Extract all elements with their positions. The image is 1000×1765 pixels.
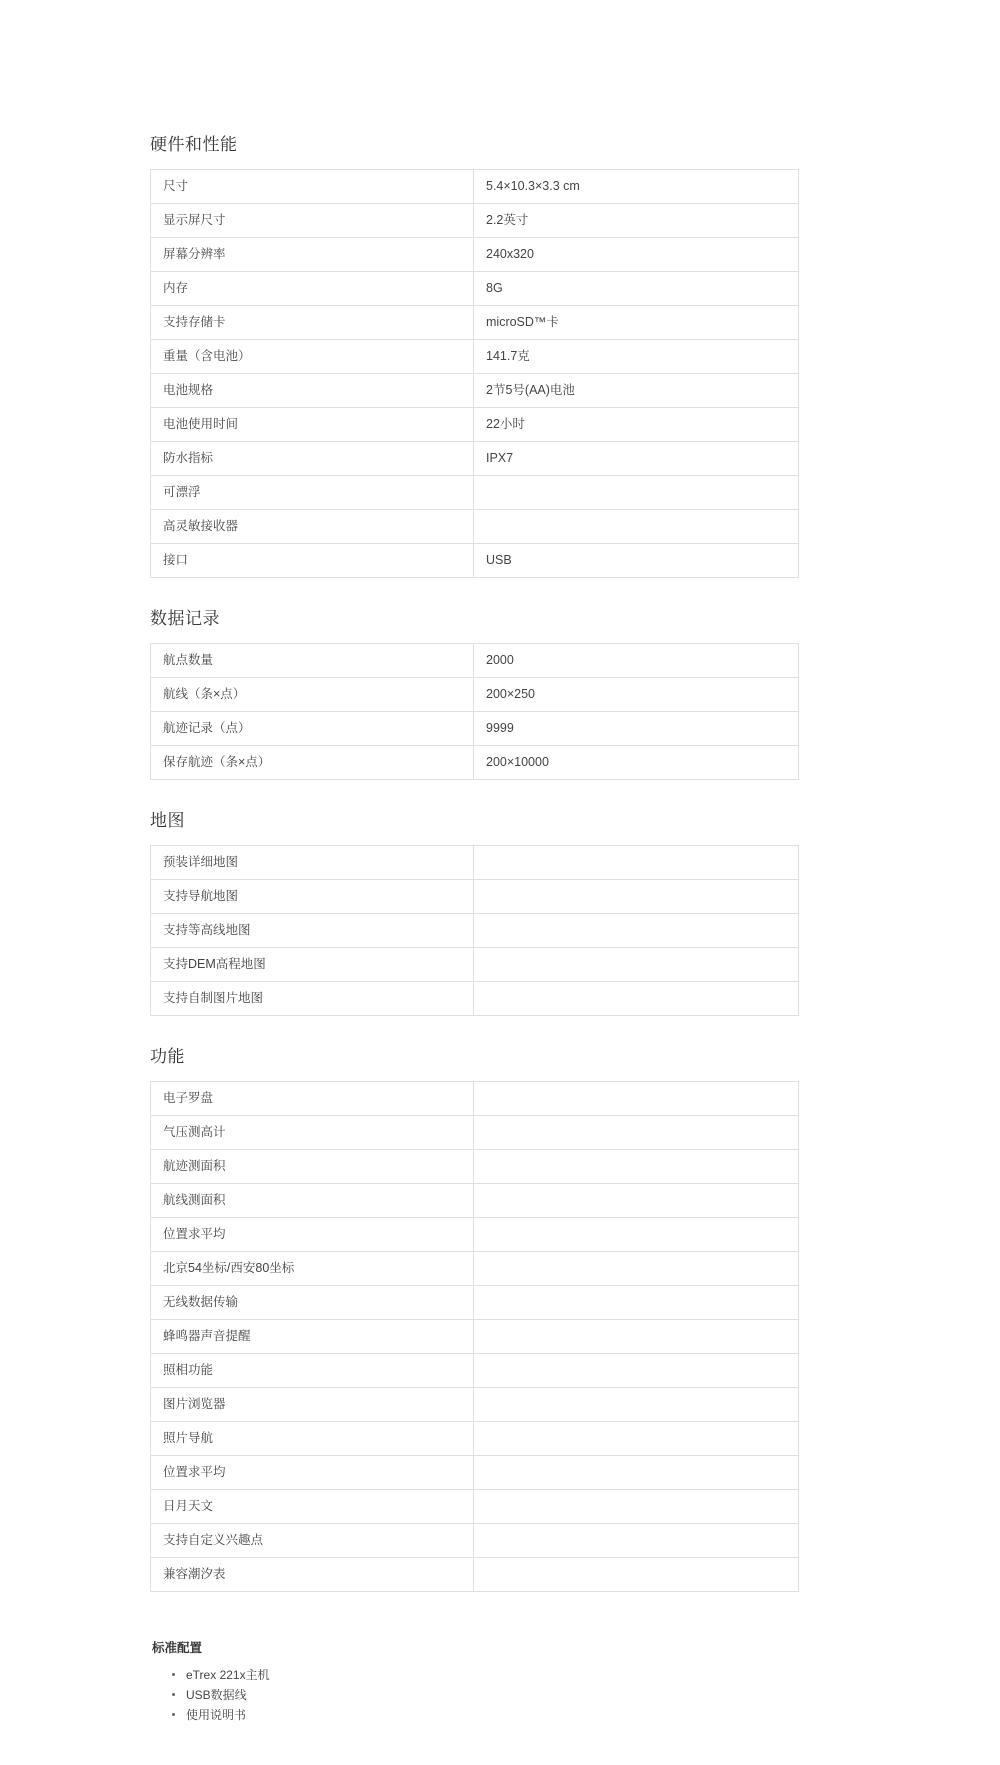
spec-value: 200×10000 — [474, 746, 799, 780]
spec-key: 蜂鸣器声音提醒 — [151, 1320, 474, 1354]
table-row — [151, 880, 799, 914]
table-row — [151, 1184, 799, 1218]
table-row — [151, 914, 799, 948]
spec-key: 位置求平均 — [151, 1456, 474, 1490]
spec-key: 尺寸 — [151, 170, 474, 204]
spec-value: 200×250 — [474, 678, 799, 712]
table-row — [151, 1218, 799, 1252]
table-row — [151, 1490, 799, 1524]
table-row — [151, 1320, 799, 1354]
table-row — [151, 408, 799, 442]
spec-value — [474, 948, 799, 982]
table-row — [151, 374, 799, 408]
spec-key: 内存 — [151, 272, 474, 306]
spec-key: 航线测面积 — [151, 1184, 474, 1218]
spec-table — [150, 845, 799, 1016]
table-row — [151, 1150, 799, 1184]
spec-value — [474, 510, 799, 544]
section-title: 硬件和性能 — [150, 135, 238, 154]
table-row — [151, 1082, 799, 1116]
spec-sections — [150, 130, 760, 1592]
spec-key: 支持自制图片地图 — [151, 982, 474, 1016]
table-row — [151, 1286, 799, 1320]
table-row — [151, 1252, 799, 1286]
spec-key: 显示屏尺寸 — [151, 204, 474, 238]
spec-section — [150, 604, 760, 780]
spec-value — [474, 880, 799, 914]
spec-section — [150, 1042, 760, 1592]
spec-value — [474, 1082, 799, 1116]
spec-key: 防水指标 — [151, 442, 474, 476]
spec-value: 2.2英寸 — [474, 204, 799, 238]
spec-value: 240x320 — [474, 238, 799, 272]
spec-key: 支持DEM高程地图 — [151, 948, 474, 982]
spec-key: 北京54坐标/西安80坐标 — [151, 1252, 474, 1286]
spec-key: 可漂浮 — [151, 476, 474, 510]
table-row — [151, 678, 799, 712]
table-row — [151, 510, 799, 544]
table-row — [151, 1422, 799, 1456]
spec-value — [474, 1388, 799, 1422]
spec-key: 预装详细地图 — [151, 846, 474, 880]
spec-key: 位置求平均 — [151, 1218, 474, 1252]
spec-section — [150, 130, 760, 578]
spec-table — [150, 1081, 799, 1592]
spec-value: microSD™卡 — [474, 306, 799, 340]
list-item: USB数据线 — [172, 1686, 760, 1706]
spec-table — [150, 169, 799, 578]
table-row — [151, 272, 799, 306]
table-row — [151, 746, 799, 780]
spec-value — [474, 1558, 799, 1592]
spec-value — [474, 1286, 799, 1320]
spec-value: 141.7克 — [474, 340, 799, 374]
spec-value — [474, 1422, 799, 1456]
spec-value: 22小时 — [474, 408, 799, 442]
spec-key: 电子罗盘 — [151, 1082, 474, 1116]
table-row — [151, 204, 799, 238]
spec-key: 电池规格 — [151, 374, 474, 408]
list-item: 使用说明书 — [172, 1706, 760, 1726]
spec-value: 2节5号(AA)电池 — [474, 374, 799, 408]
spec-table — [150, 643, 799, 780]
table-row — [151, 644, 799, 678]
spec-value: 5.4×10.3×3.3 cm — [474, 170, 799, 204]
spec-value — [474, 1116, 799, 1150]
spec-value — [474, 1456, 799, 1490]
spec-key: 图片浏览器 — [151, 1388, 474, 1422]
config-title: 标准配置 — [152, 1641, 203, 1655]
table-row — [151, 1456, 799, 1490]
table-row — [151, 712, 799, 746]
list-item: eTrex 221x主机 — [172, 1666, 760, 1686]
spec-key: 支持存储卡 — [151, 306, 474, 340]
table-row — [151, 1558, 799, 1592]
standard-configuration-block — [150, 1638, 760, 1725]
spec-value — [474, 846, 799, 880]
spec-key: 航迹测面积 — [151, 1150, 474, 1184]
spec-value — [474, 1490, 799, 1524]
spec-key: 照片导航 — [151, 1422, 474, 1456]
table-row — [151, 238, 799, 272]
table-row — [151, 476, 799, 510]
spec-value: 9999 — [474, 712, 799, 746]
spec-value: USB — [474, 544, 799, 578]
spec-key: 航点数量 — [151, 644, 474, 678]
spec-value — [474, 1150, 799, 1184]
table-row — [151, 306, 799, 340]
spec-key: 航线（条×点） — [151, 678, 474, 712]
table-row — [151, 982, 799, 1016]
table-row — [151, 1354, 799, 1388]
table-row — [151, 1116, 799, 1150]
spec-key: 气压测高计 — [151, 1116, 474, 1150]
table-row — [151, 340, 799, 374]
spec-value: 8G — [474, 272, 799, 306]
spec-value — [474, 1320, 799, 1354]
spec-key: 兼容潮汐表 — [151, 1558, 474, 1592]
config-list — [150, 1666, 760, 1725]
spec-value: 2000 — [474, 644, 799, 678]
spec-key: 照相功能 — [151, 1354, 474, 1388]
table-row — [151, 846, 799, 880]
section-title: 地图 — [150, 811, 185, 830]
spec-key: 屏幕分辨率 — [151, 238, 474, 272]
spec-value — [474, 1184, 799, 1218]
spec-key: 电池使用时间 — [151, 408, 474, 442]
table-row — [151, 544, 799, 578]
spec-value — [474, 476, 799, 510]
spec-key: 支持导航地图 — [151, 880, 474, 914]
spec-value — [474, 982, 799, 1016]
spec-value: IPX7 — [474, 442, 799, 476]
spec-key: 接口 — [151, 544, 474, 578]
spec-value — [474, 1354, 799, 1388]
section-title: 数据记录 — [150, 609, 220, 628]
spec-key: 高灵敏接收器 — [151, 510, 474, 544]
spec-key: 保存航迹（条×点） — [151, 746, 474, 780]
table-row — [151, 1524, 799, 1558]
table-row — [151, 442, 799, 476]
spec-value — [474, 914, 799, 948]
table-row — [151, 170, 799, 204]
spec-key: 日月天文 — [151, 1490, 474, 1524]
spec-section — [150, 806, 760, 1016]
spec-value — [474, 1252, 799, 1286]
spec-value — [474, 1524, 799, 1558]
table-row — [151, 948, 799, 982]
section-title: 功能 — [150, 1047, 185, 1066]
spec-key: 重量（含电池） — [151, 340, 474, 374]
spec-key: 支持等高线地图 — [151, 914, 474, 948]
spec-key: 支持自定义兴趣点 — [151, 1524, 474, 1558]
spec-value — [474, 1218, 799, 1252]
table-row — [151, 1388, 799, 1422]
spec-key: 航迹记录（点） — [151, 712, 474, 746]
spec-key: 无线数据传输 — [151, 1286, 474, 1320]
